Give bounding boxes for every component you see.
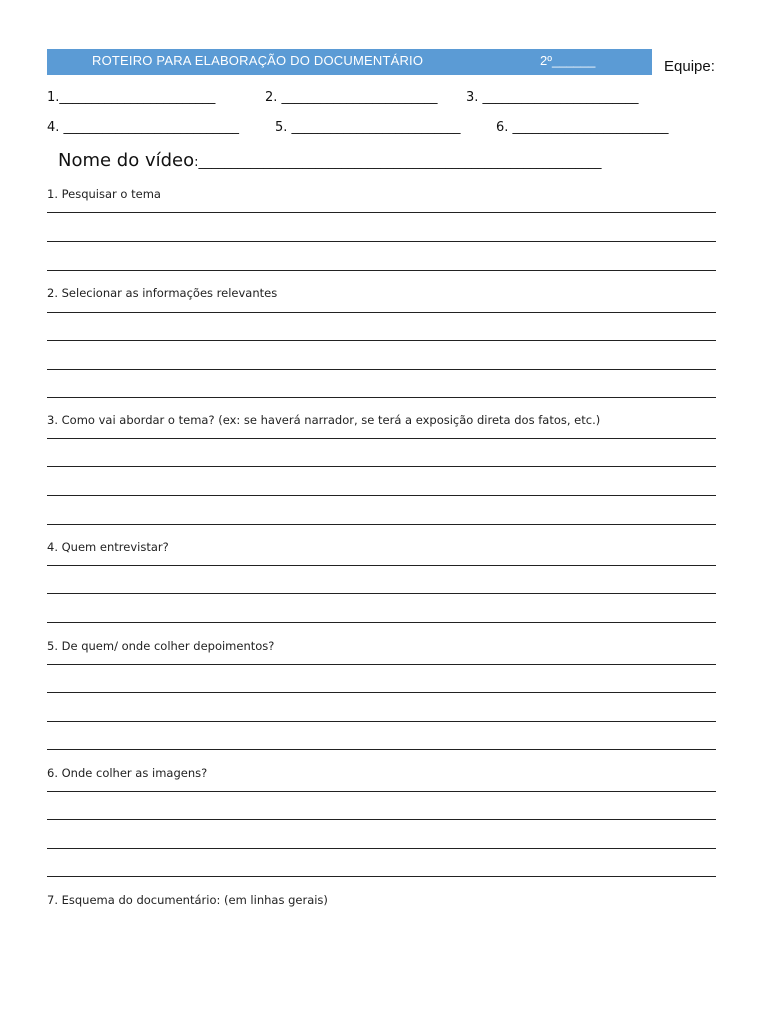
member-1-field[interactable]: 1.________________________ xyxy=(47,90,216,105)
answer-line[interactable] xyxy=(47,721,716,722)
video-name-label: Nome do vídeo xyxy=(58,150,195,171)
answer-line[interactable] xyxy=(47,565,716,566)
answer-line[interactable] xyxy=(47,212,716,213)
question-2: 2. Selecionar as informações relevantes xyxy=(47,286,278,300)
answer-line[interactable] xyxy=(47,369,716,370)
document-title: ROTEIRO PARA ELABORAÇÃO DO DOCUMENTÁRIO xyxy=(92,53,424,68)
question-3: 3. Como vai abordar o tema? (ex: se haverá narrador, se terá a exposição direta dos fatos, etc.) xyxy=(47,413,601,427)
grade-field[interactable]: 2º______ xyxy=(540,53,596,68)
answer-line[interactable] xyxy=(47,622,716,623)
question-6: 6. Onde colher as imagens? xyxy=(47,766,208,780)
member-6-field[interactable]: 6. ________________________ xyxy=(496,120,669,135)
video-name-field[interactable] xyxy=(58,150,602,171)
answer-line[interactable] xyxy=(47,397,716,398)
question-5: 5. De quem/ onde colher depoimentos? xyxy=(47,639,275,653)
answer-line[interactable] xyxy=(47,664,716,665)
member-5-field[interactable]: 5. __________________________ xyxy=(275,120,461,135)
answer-line[interactable] xyxy=(47,848,716,849)
answer-line[interactable] xyxy=(47,593,716,594)
member-2-field[interactable]: 2. ________________________ xyxy=(265,90,438,105)
video-name-blank[interactable]: :______________________________________________________________ xyxy=(194,155,602,170)
question-4: 4. Quem entrevistar? xyxy=(47,540,169,554)
answer-line[interactable] xyxy=(47,466,716,467)
answer-line[interactable] xyxy=(47,791,716,792)
answer-line[interactable] xyxy=(47,876,716,877)
question-1: 1. Pesquisar o tema xyxy=(47,187,161,201)
answer-line[interactable] xyxy=(47,524,716,525)
member-4-field[interactable]: 4. ___________________________ xyxy=(47,120,240,135)
answer-line[interactable] xyxy=(47,438,716,439)
answer-line[interactable] xyxy=(47,692,716,693)
team-label: Equipe: xyxy=(664,58,715,75)
answer-line[interactable] xyxy=(47,749,716,750)
answer-line[interactable] xyxy=(47,495,716,496)
answer-line[interactable] xyxy=(47,819,716,820)
question-7: 7. Esquema do documentário: (em linhas gerais) xyxy=(47,893,328,907)
answer-line[interactable] xyxy=(47,312,716,313)
answer-line[interactable] xyxy=(47,241,716,242)
member-3-field[interactable]: 3. ________________________ xyxy=(466,90,639,105)
answer-line[interactable] xyxy=(47,340,716,341)
answer-line[interactable] xyxy=(47,270,716,271)
